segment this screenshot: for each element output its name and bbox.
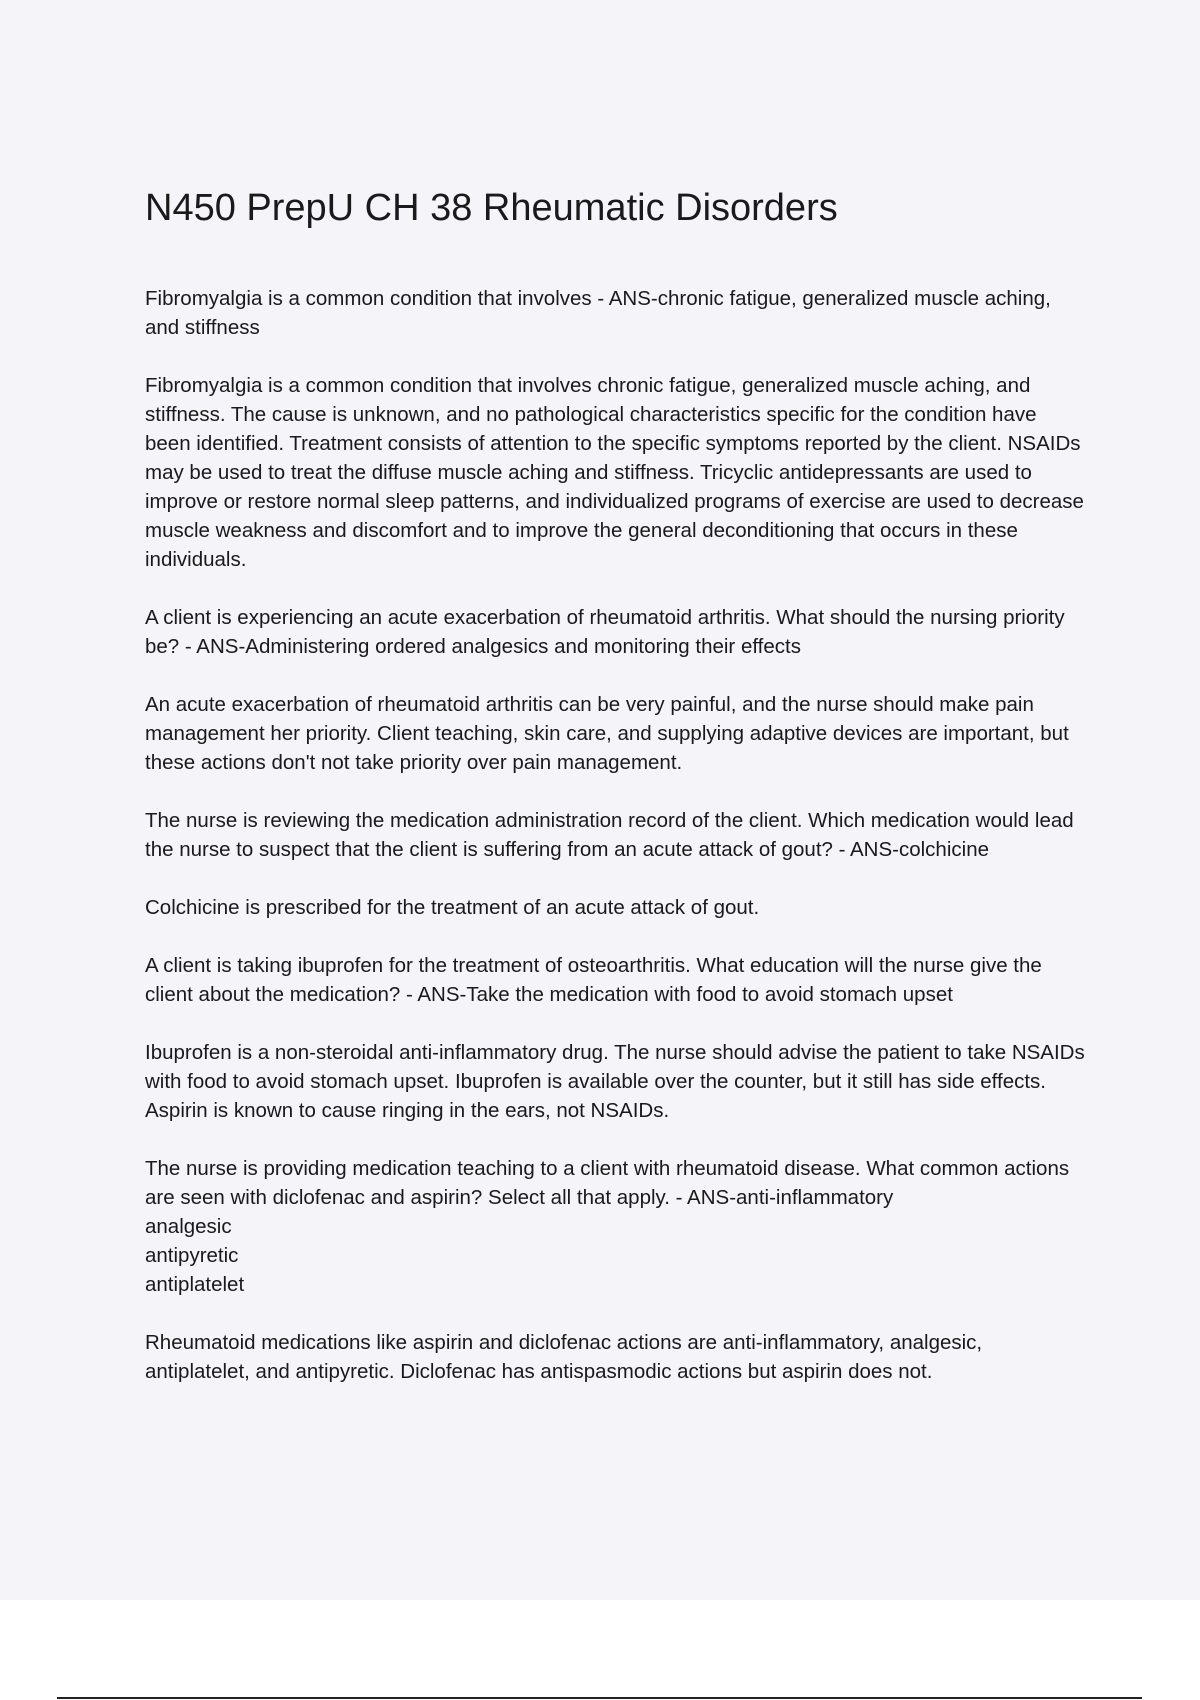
paragraph-5: The nurse is reviewing the medication administration record of the client. Which medication would lead the nurse to suspect that the client is suffering from an acute attack of gout? - ANS-colchicine: [145, 809, 1074, 861]
page-divider: [57, 1697, 1142, 1699]
paragraph-6: Colchicine is prescribed for the treatment of an acute attack of gout.: [145, 896, 760, 919]
paragraph-8: Ibuprofen is a non-steroidal anti-inflammatory drug. The nurse should advise the patient to take NSAIDs with food to avoid stomach upset. Ibuprofen is available over the counter, but it still has side effects. Aspirin is known to cause ringing in the ears, not NSAIDs.: [145, 1041, 1085, 1122]
page-title: N450 PrepU CH 38 Rheumatic Disorders: [145, 187, 838, 229]
document-content: [145, 182, 1085, 1415]
paragraph-7: A client is taking ibuprofen for the treatment of osteoarthritis. What education will the nurse give the client about the medication? - ANS-Take the medication with food to avoid stomach upset: [145, 954, 1042, 1006]
paragraph-9: The nurse is providing medication teaching to a client with rheumatoid disease. What common actions are seen with diclofenac and aspirin? Select all that apply. - ANS-anti-inflammatory analgesic antipyretic antiplatelet: [145, 1157, 1070, 1296]
paragraph-3: A client is experiencing an acute exacerbation of rheumatoid arthritis. What should the nursing priority be? - ANS-Administering ordered analgesics and monitoring their effects: [145, 606, 1065, 658]
paragraph-10: Rheumatoid medications like aspirin and diclofenac actions are anti-inflammatory, analgesic, antiplatelet, and antipyretic. Diclofenac has antispasmodic actions but aspirin does not.: [145, 1331, 983, 1383]
paragraph-4: An acute exacerbation of rheumatoid arthritis can be very painful, and the nurse should make pain management her priority. Client teaching, skin care, and supplying adaptive devices are important, but these actions don't not take priority over pain management.: [145, 693, 1069, 774]
paragraph-2: Fibromyalgia is a common condition that involves chronic fatigue, generalized muscle aching, and stiffness. The cause is unknown, and no pathological characteristics specific for the condition have been identified. Treatment consists of attention to the specific symptoms reported by the client. NSAIDs may be used to treat the diffuse muscle aching and stiffness. Tricyclic antidepressants are used to improve or restore normal sleep patterns, and individualized programs of exercise are used to decrease muscle weakness and discomfort and to improve the general deconditioning that occurs in these individuals.: [145, 374, 1084, 571]
paragraph-1: Fibromyalgia is a common condition that involves - ANS-chronic fatigue, generalized muscle aching, and stiffness: [145, 287, 1051, 339]
